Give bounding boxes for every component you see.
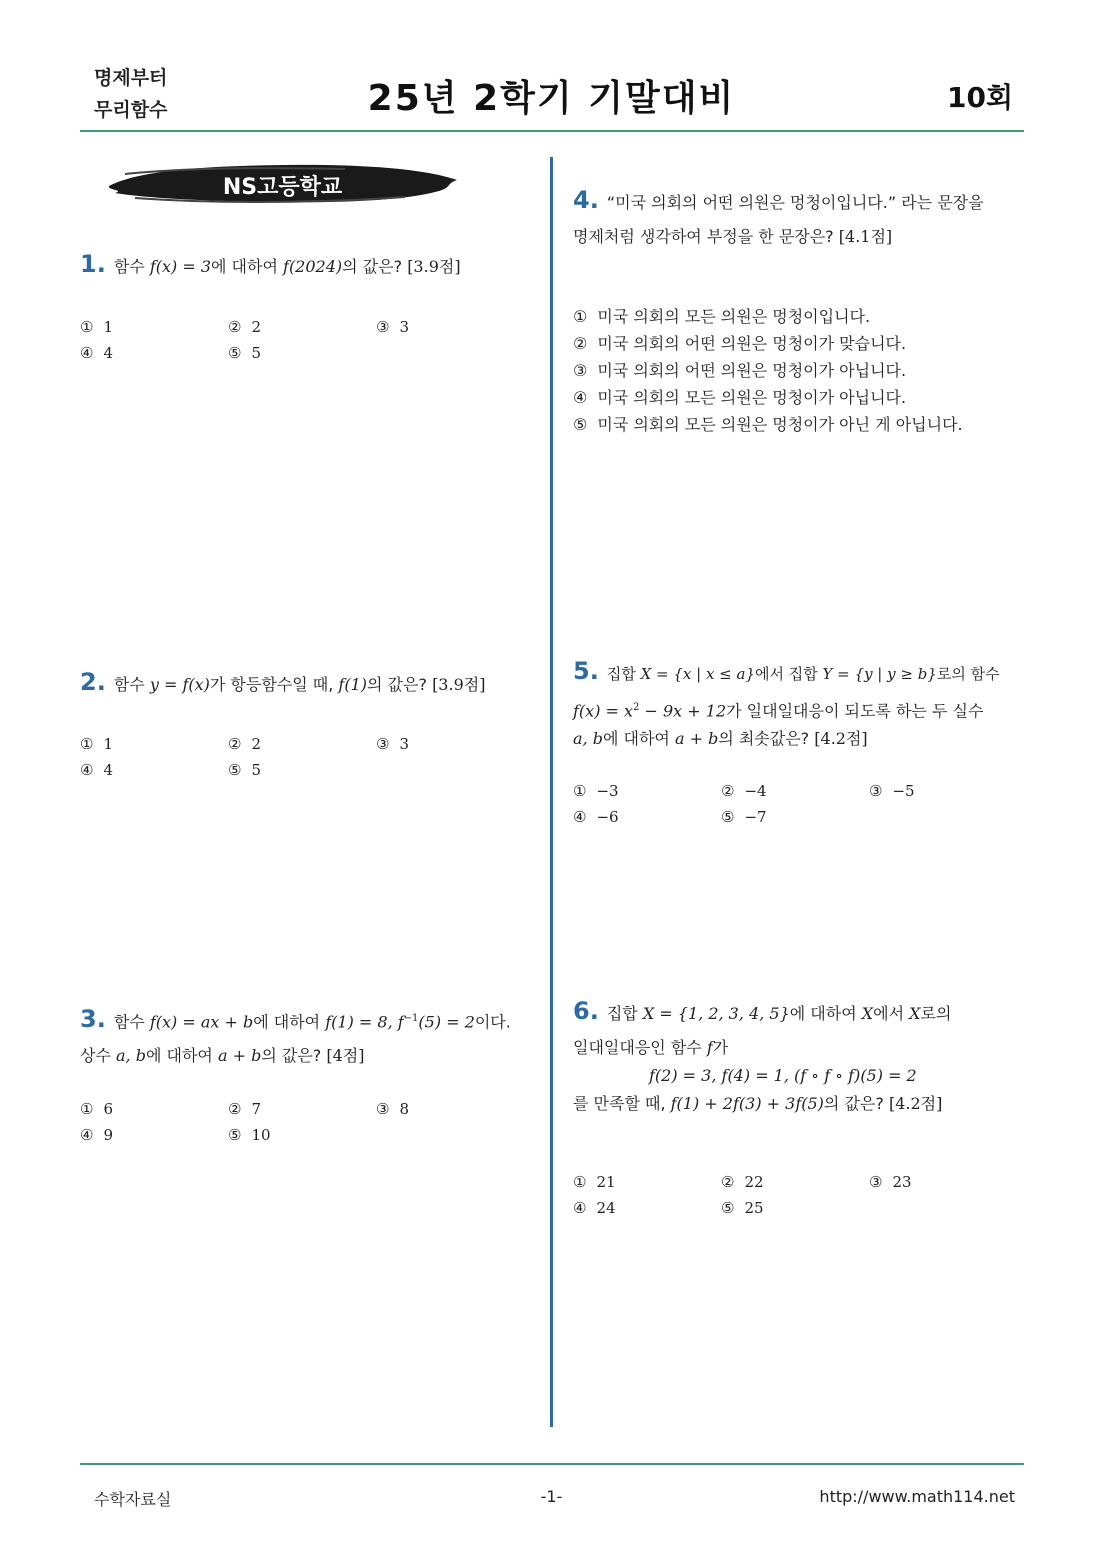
option-2[interactable]: ② 미국 의회의 어떤 의원은 멍청이가 맞습니다. — [573, 334, 907, 353]
question-text: 에 대하여 — [211, 257, 284, 276]
footer-source: 수학자료실 — [94, 1490, 172, 1509]
question-3 — [80, 1005, 542, 1070]
question-text: 일대일대응인 함수 — [573, 1038, 707, 1057]
math-expression: a, b — [573, 729, 603, 749]
choice-5[interactable]: ⑤ −7 — [721, 808, 767, 826]
math-expression: X = {1, 2, 3, 4, 5} — [642, 1004, 790, 1023]
question-text: 가 일대일대응이 되도록 하는 두 실수 — [726, 701, 984, 721]
question-text: 에 대하여 — [602, 729, 675, 749]
choices-q1 — [80, 318, 540, 378]
column-divider — [550, 157, 553, 1427]
question-text: 에 대하여 — [789, 1004, 862, 1023]
choice-5[interactable]: ⑤ 5 — [228, 761, 261, 779]
choice-3[interactable]: ③ −5 — [869, 782, 915, 800]
math-expression: f(2024) — [283, 257, 343, 276]
question-text: 의 값은? — [342, 257, 408, 276]
question-text: 로의 — [920, 1004, 952, 1023]
footer-divider — [80, 1463, 1024, 1465]
math-expression: X = {x | x ≤ a} — [640, 665, 756, 683]
math-superscript: −1 — [403, 1013, 419, 1024]
choice-2[interactable]: ② 2 — [228, 318, 261, 336]
question-text: 가 — [712, 1038, 729, 1057]
question-number: 1. — [80, 250, 106, 278]
question-text: 함수 — [113, 1012, 150, 1032]
round-label: 10회 — [946, 81, 1013, 114]
math-expression: (5) = 2 — [418, 1012, 475, 1032]
choices-q2 — [80, 735, 540, 795]
choice-4[interactable]: ④ −6 — [573, 808, 619, 826]
points-label: [3.9점] — [407, 257, 461, 276]
choice-1[interactable]: ① −3 — [573, 782, 619, 800]
question-text: 에 대하여 — [145, 1046, 218, 1066]
choice-3[interactable]: ③ 3 — [376, 318, 409, 336]
question-text: 상수 — [80, 1046, 116, 1066]
question-text: 집합 — [606, 665, 641, 683]
points-label: [4.2점] — [888, 1094, 943, 1113]
question-number: 4. — [573, 186, 599, 214]
choice-1[interactable]: ① 1 — [80, 318, 113, 336]
choice-2[interactable]: ② −4 — [721, 782, 767, 800]
question-number: 5. — [573, 657, 599, 685]
math-expression: X — [861, 1004, 874, 1023]
choices-q6 — [573, 1173, 1025, 1233]
options-q4 — [573, 303, 1025, 438]
question-text: 명제처럼 생각하여 부정을 한 문장은? — [573, 227, 839, 246]
math-expression: f(1) — [338, 675, 368, 694]
math-expression: a, b — [116, 1046, 146, 1066]
choice-5[interactable]: ⑤ 10 — [228, 1126, 271, 1144]
question-number: 3. — [80, 1005, 106, 1034]
points-label: [4점] — [326, 1046, 365, 1066]
choice-3[interactable]: ③ 8 — [376, 1100, 409, 1118]
question-text: 함수 — [113, 675, 150, 694]
math-expression: f — [706, 1038, 713, 1057]
question-text: 의 값은? — [261, 1046, 327, 1066]
question-text: “미국 의회의 어떤 의원은 멍청이입니다.” 라는 문장을 — [606, 193, 984, 212]
header-topic-line1: 명제부터 — [94, 67, 168, 89]
math-expression: X — [909, 1004, 921, 1023]
option-5[interactable]: ⑤ 미국 의회의 모든 의원은 멍청이가 아닌 게 아닙니다. — [573, 415, 963, 434]
header-divider — [80, 130, 1024, 132]
question-5 — [573, 657, 1028, 753]
math-expression: f(x) = x — [573, 701, 634, 721]
math-expression: y = f(x) — [149, 675, 210, 694]
math-expression: f(1) + 2f(3) + 3f(5) — [670, 1094, 824, 1113]
points-label: [3.9점] — [432, 675, 486, 694]
question-text: 를 만족할 때, — [573, 1094, 671, 1113]
question-text: 로의 함수 — [936, 665, 1000, 683]
math-expression: f(1) = 8, f — [325, 1012, 404, 1032]
choice-2[interactable]: ② 2 — [228, 735, 261, 753]
option-1[interactable]: ① 미국 의회의 모든 의원은 멍청이입니다. — [573, 307, 871, 326]
choice-5[interactable]: ⑤ 25 — [721, 1199, 764, 1217]
choice-4[interactable]: ④ 9 — [80, 1126, 113, 1144]
option-3[interactable]: ③ 미국 의회의 어떤 의원은 멍청이가 아닙니다. — [573, 361, 907, 380]
header-topic-line2: 무리함수 — [94, 99, 168, 121]
page-number: -1- — [540, 1487, 563, 1506]
choice-4[interactable]: ④ 4 — [80, 761, 113, 779]
question-4 — [573, 186, 1025, 251]
question-number: 2. — [80, 668, 106, 696]
question-text: 집합 — [606, 1004, 643, 1023]
choice-4[interactable]: ④ 4 — [80, 344, 113, 362]
question-text: 의 최솟값은? — [718, 729, 815, 749]
choice-1[interactable]: ① 21 — [573, 1173, 616, 1191]
choice-2[interactable]: ② 7 — [228, 1100, 261, 1118]
question-6 — [573, 997, 1025, 1118]
question-1 — [80, 250, 540, 281]
math-superscript: 2 — [633, 702, 640, 713]
choice-1[interactable]: ① 1 — [80, 735, 113, 753]
math-expression: Y = {y | y ≥ b} — [822, 665, 937, 683]
choice-4[interactable]: ④ 24 — [573, 1199, 616, 1217]
choice-3[interactable]: ③ 23 — [869, 1173, 912, 1191]
math-expression: a + b — [674, 729, 719, 749]
footer-url[interactable]: http://www.math114.net — [819, 1487, 1015, 1506]
option-4[interactable]: ④ 미국 의회의 모든 의원은 멍청이가 아닙니다. — [573, 388, 907, 407]
points-label: [4.2점] — [814, 729, 868, 749]
question-number: 6. — [573, 997, 599, 1025]
page-title: 25년 2학기 기말대비 — [367, 78, 736, 119]
question-text: 의 값은? — [367, 675, 433, 694]
question-text: 이다. — [474, 1012, 511, 1032]
choices-q3 — [80, 1100, 540, 1160]
math-expression: f(x) = 3 — [149, 257, 212, 276]
choice-5[interactable]: ⑤ 5 — [228, 344, 261, 362]
question-text: 에서 집합 — [755, 665, 823, 683]
question-2 — [80, 668, 540, 699]
question-text: 에 대하여 — [253, 1012, 326, 1032]
choice-3[interactable]: ③ 3 — [376, 735, 409, 753]
math-expression: f(x) = ax + b — [149, 1012, 254, 1032]
points-label: [4.1점] — [838, 227, 893, 246]
choice-1[interactable]: ① 6 — [80, 1100, 113, 1118]
math-expression: − 9x + 12 — [639, 701, 727, 721]
choices-q5 — [573, 782, 1025, 842]
choice-2[interactable]: ② 22 — [721, 1173, 764, 1191]
question-text: 가 항등함수일 때, — [209, 675, 339, 694]
question-text: 에서 — [873, 1004, 910, 1023]
math-expression: a + b — [217, 1046, 262, 1066]
condition-expression: f(2) = 3, f(4) = 1, (f ∘ f ∘ f)(5) = 2 — [649, 1066, 917, 1085]
question-text: 함수 — [113, 257, 150, 276]
question-text: 의 값은? — [823, 1094, 889, 1113]
school-name: NS고등학교 — [222, 175, 343, 200]
